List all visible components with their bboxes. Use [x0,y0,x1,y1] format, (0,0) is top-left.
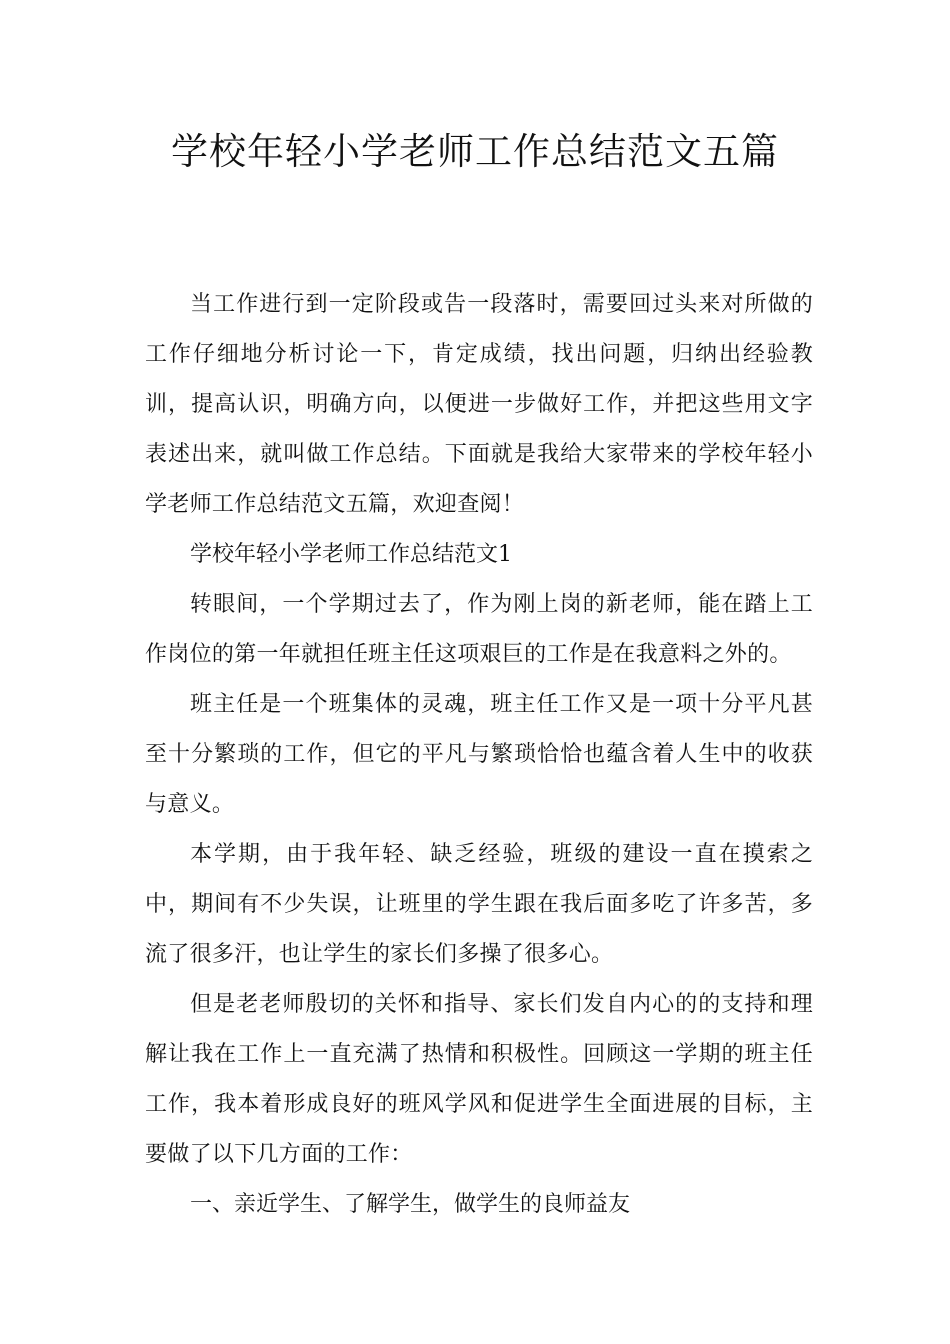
intro-paragraph: 当工作进行到一定阶段或告一段落时，需要回过头来对所做的工作仔细地分析讨论一下，肯定成绩，找出问题，归纳出经验教训，提高认识，明确方向，以便进一步做好工作，并把这些用文字表述出来，就叫做工作总结。下面就是我给大家带来的学校年轻小学老师工作总结范文五篇，欢迎查阅！ [145,292,813,517]
body-paragraph-3: 本学期，由于我年轻、缺乏经验，班级的建设一直在摸索之中，期间有不少失误，让班里的学生跟在我后面多吃了许多苦，多流了很多汗，也让学生的家长们多操了很多心。 [145,842,813,967]
document-title: 学校年轻小学老师工作总结范文五篇 [171,130,779,173]
document-body [145,280,813,1230]
body-paragraph-2: 班主任是一个班集体的灵魂，班主任工作又是一项十分平凡甚至十分繁琐的工作，但它的平凡与繁琐恰恰也蕴含着人生中的收获与意义。 [145,692,813,817]
section-heading-1: 学校年轻小学老师工作总结范文1 [190,542,512,567]
body-paragraph-1: 转眼间，一个学期过去了，作为刚上岗的新老师，能在踏上工作岗位的第一年就担任班主任这项艰巨的工作是在我意料之外的。 [145,592,813,667]
body-paragraph-4: 但是老老师殷切的关怀和指导、家长们发自内心的的支持和理解让我在工作上一直充满了热情和积极性。回顾这一学期的班主任工作，我本着形成良好的班风学风和促进学生全面进展的目标，主要做了以下几方面的工作： [145,992,813,1167]
subsection-heading-1: 一、亲近学生、了解学生，做学生的良师益友 [190,1192,631,1217]
